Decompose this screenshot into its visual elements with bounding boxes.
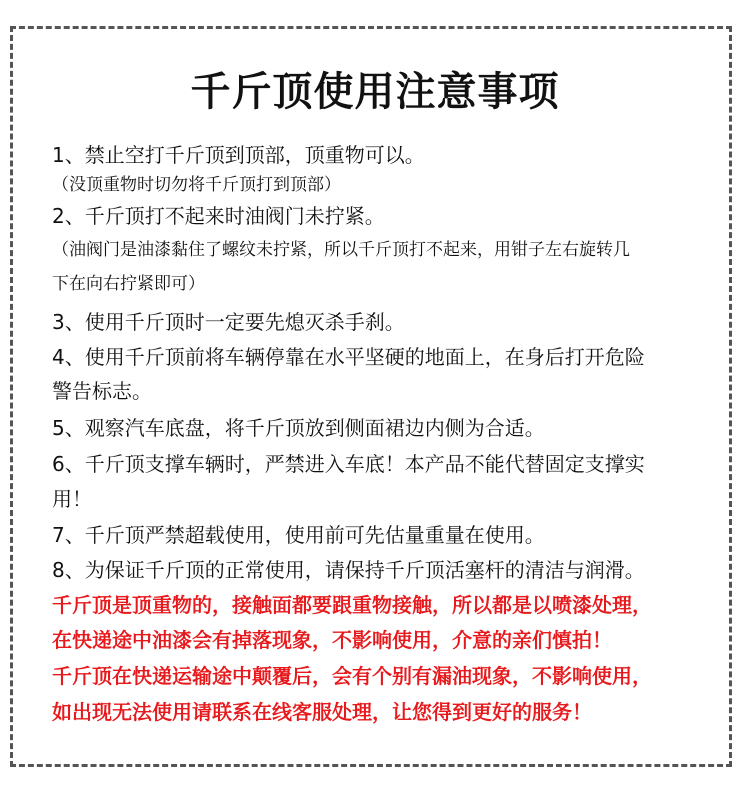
notice-line-2: 在快递途中油漆会有掉落现象，不影响使用，介意的亲们慎拍！ bbox=[52, 628, 612, 652]
instruction-6-line-1: 6、千斤顶支撑车辆时，严禁进入车底！本产品不能代替固定支撑实 bbox=[52, 452, 645, 476]
instruction-5: 5、观察汽车底盘，将千斤顶放到侧面裙边内侧为合适。 bbox=[52, 416, 545, 440]
instruction-1: 1、禁止空打千斤顶到顶部，顶重物可以。 bbox=[52, 143, 425, 167]
instruction-2-note-line-1: （油阀门是油漆黏住了螺纹未拧紧，所以千斤顶打不起来，用钳子左右旋转几 bbox=[52, 240, 630, 260]
instruction-2: 2、千斤顶打不起来时油阀门未拧紧。 bbox=[52, 204, 385, 228]
instruction-4-line-1: 4、使用千斤顶前将车辆停靠在水平坚硬的地面上，在身后打开危险 bbox=[52, 345, 645, 369]
page-title: 千斤顶使用注意事项 bbox=[190, 69, 560, 115]
instruction-4-line-2: 警告标志。 bbox=[52, 379, 152, 403]
notice-line-3: 千斤顶在快递运输途中颠覆后，会有个别有漏油现象，不影响使用， bbox=[52, 664, 652, 688]
instruction-6-line-2: 用！ bbox=[52, 487, 92, 511]
instruction-1-note: （没顶重物时切勿将千斤顶打到顶部） bbox=[52, 175, 341, 195]
notice-line-1: 千斤顶是顶重物的，接触面都要跟重物接触，所以都是以喷漆处理， bbox=[52, 593, 652, 617]
instruction-2-note-line-2: 下在向右拧紧即可） bbox=[52, 274, 205, 294]
instruction-3: 3、使用千斤顶时一定要先熄灭杀手刹。 bbox=[52, 310, 405, 334]
instruction-7: 7、千斤顶严禁超载使用，使用前可先估量重量在使用。 bbox=[52, 523, 545, 547]
instruction-8: 8、为保证千斤顶的正常使用，请保持千斤顶活塞杆的清洁与润滑。 bbox=[52, 558, 645, 582]
notice-line-4: 如出现无法使用请联系在线客服处理，让您得到更好的服务！ bbox=[52, 700, 592, 724]
